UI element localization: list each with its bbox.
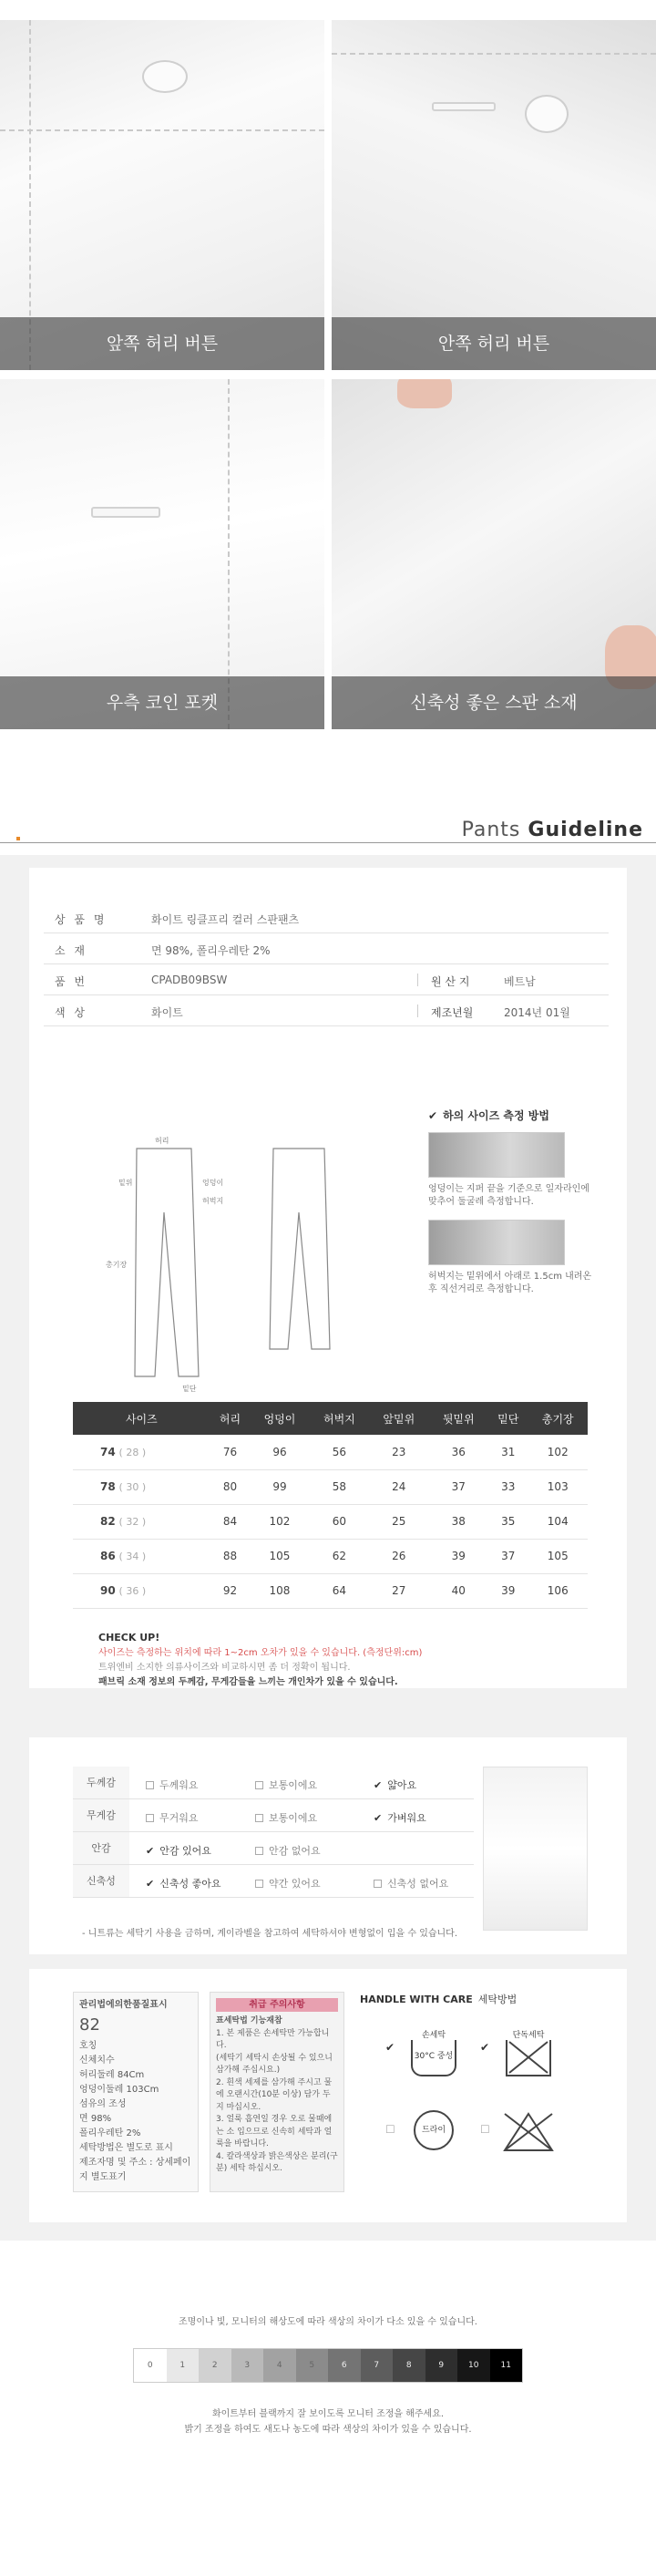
monitor-grayscale-scale: [133, 2348, 523, 2383]
pants-diagram-svg: [100, 1130, 374, 1413]
button-icon: [142, 60, 188, 93]
info-row-material: 소 재 면 98%, 폴리우레탄 2%: [44, 933, 609, 964]
attribute-option: 약간 있어요: [255, 1876, 321, 1891]
hip-measure-image: [428, 1132, 565, 1178]
attribute-option: 보통이에요: [255, 1810, 317, 1825]
attribute-option: 무거워요: [146, 1810, 199, 1825]
handle-with-care: HANDLE WITH CARE 세탁방법 ✔ 손세탁 30°C 중성 ✔ 단독세탁 ☐ 드라이 ☐: [360, 1992, 588, 2192]
size-row: 86 ( 34 ) 88 105 62 26 39 37 105: [73, 1539, 588, 1573]
checkbox-icon: [146, 1781, 154, 1789]
checkbox-icon: [255, 1814, 263, 1822]
label-hip: 엉덩이: [202, 1179, 224, 1187]
attribute-option: 두께워요: [146, 1777, 199, 1792]
photo-caption: 신축성 좋은 스판 소재: [332, 676, 656, 729]
fabric-attributes: [73, 1767, 474, 1898]
grayscale-swatch: 9: [425, 2349, 458, 2382]
quality-label-tag: 관리법에의한품질표시 82 호칭 신체치수 허리둘레 84Cm 엉덩이둘레 103Cm 섬유의 조성 면 98% 폴리우레탄 2% 세탁방법은 별도로 표시 제조자명 및 주소 : 상세페이지 별도표기: [73, 1992, 199, 2192]
check-icon: ✔: [428, 1109, 438, 1122]
hand-wash-30-icon: ✔ 손세탁 30°C 중성: [402, 2028, 466, 2083]
thigh-measure-image: [428, 1220, 565, 1265]
product-info-table: [44, 902, 609, 1026]
hand-image: [397, 379, 452, 408]
button-icon: [525, 95, 569, 133]
grayscale-swatch: 2: [199, 2349, 231, 2382]
grayscale-swatch: 6: [328, 2349, 361, 2382]
photo-front-button: [0, 20, 324, 370]
attribute-note: - 니트류는 세탁기 사용을 금하며, 계이라벨을 참고하여 세탁하셔야 변형없이 입을 수 있습니다.: [82, 1929, 458, 1939]
attribute-option: 안감 없어요: [255, 1843, 321, 1858]
size-row: 74 ( 28 ) 76 96 56 23 36 31 102: [73, 1435, 588, 1469]
checkbox-icon: [146, 1814, 154, 1822]
check-icon: ✔: [374, 1812, 383, 1824]
info-row-color: 색 상 화이트 제조년월 2014년 01월: [44, 995, 609, 1026]
label-hem: 밑단: [182, 1385, 197, 1393]
grayscale-swatch: 1: [167, 2349, 200, 2382]
size-row: 90 ( 36 ) 92 108 64 27 40 39 106: [73, 1573, 588, 1608]
color-notice: 조명이나 빛, 모니터의 해상도에 따라 색상의 차이가 다소 있을 수 있습니다.: [179, 2317, 477, 2327]
size-table: [73, 1402, 588, 1609]
no-bleach-icon: ☐: [497, 2110, 560, 2165]
checkbox-icon: [255, 1781, 263, 1789]
attribute-row: 두께감 두께워요 보통이에요 ✔ 얇아요: [73, 1767, 474, 1799]
info-row-name: 상 품 명 화이트 링클프리 컬러 스판팬츠: [44, 902, 609, 933]
checkbox-icon: [255, 1847, 263, 1855]
size-table-header: 사이즈 허리 엉덩이 허벅지 앞밑위 뒷밑위 밑단 총기장: [73, 1402, 588, 1435]
care-instructions-tag: 취급 주의사항 표세탁법 기능재참 1. 본 제품은 손세탁만 가능합니다. (세탁기 세탁시 손상될 수 있으니 삼가해 주십시요.) 2. 흰색 세제를 삼가해 주시고 물에 오랜시간(10분 이상) 담가 두지 마십시오. 3. 얼룩 흡연일 경우 오로 물때에는 소 입으므로 신속히 세탁과 얼룩을 바랍니다. 4. 칼라색상과 밝은색상은 분리(구분) 세탁 하십시오.: [210, 1992, 344, 2192]
attribute-option: ✔ 안감 있어요: [146, 1845, 211, 1857]
grayscale-swatch: 5: [296, 2349, 329, 2382]
size-row: 78 ( 30 ) 80 99 58 24 37 33 103: [73, 1469, 588, 1504]
pants-guideline-header: [0, 811, 656, 848]
size-row: 82 ( 32 ) 84 102 60 25 38 35 104: [73, 1504, 588, 1539]
attribute-option: 신축성 없어요: [374, 1876, 448, 1891]
checkbox-icon: [374, 1880, 382, 1888]
grayscale-swatch: 8: [393, 2349, 425, 2382]
photo-caption: 앞쪽 허리 버튼: [0, 317, 324, 370]
grayscale-swatch: 3: [231, 2349, 264, 2382]
photo-coin-pocket: [0, 379, 324, 729]
label-rise: 밑위: [118, 1179, 133, 1187]
attribute-row: 신축성 ✔ 신축성 좋아요 약간 있어요 신축성 없어요: [73, 1865, 474, 1898]
label-length: 총기장: [106, 1261, 128, 1269]
coin-pocket: [91, 507, 160, 518]
photo-inner-button: [332, 20, 656, 370]
pants-measure-diagram: [100, 1130, 374, 1413]
checkbox-icon: [255, 1880, 263, 1888]
monitor-adjust-note: 화이트부터 블랙까지 잘 보이도록 모니터 조정을 해주세요. 밝기 조정을 하여도 새도나 농도에 따라 색상의 차이가 있을 수 있습니다.: [184, 2409, 472, 2435]
attribute-option: ✔ 신축성 좋아요: [146, 1878, 221, 1890]
check-icon: ✔: [146, 1878, 155, 1890]
attribute-photo: [483, 1767, 588, 1931]
attribute-row: 안감 ✔ 안감 있어요 안감 없어요: [73, 1832, 474, 1865]
no-tumble-dry-icon: ✔ 단독세탁: [497, 2028, 560, 2083]
grayscale-swatch: 7: [361, 2349, 394, 2382]
grayscale-swatch: 10: [457, 2349, 490, 2382]
check-icon: ✔: [146, 1845, 155, 1857]
dry-clean-icon: ☐ 드라이: [402, 2110, 466, 2165]
grayscale-swatch: 4: [263, 2349, 296, 2382]
check-icon: ✔: [374, 1779, 383, 1791]
photo-stretch-fabric: [332, 379, 656, 729]
info-row-code: 품 번 CPADB09BSW 원 산 지 베트남: [44, 964, 609, 995]
check-up-note: CHECK UP! 사이즈는 측정하는 위치에 따라 1~2cm 오차가 있을 수 있습니다. (측정단위:cm) 트위엔비 소지한 의류사이즈와 비교하시면 좀 더 정확이 됩니다. 패브릭 소재 정보의 두께감, 무게감들을 느끼는 개인차가 있을 수 있습니다.: [98, 1632, 423, 1687]
attribute-row: 무게감 무거워요 보통이에요 ✔ 가벼워요: [73, 1799, 474, 1832]
label-thigh: 허벅지: [202, 1197, 224, 1205]
photo-caption: 안쪽 허리 버튼: [332, 317, 656, 370]
grayscale-swatch: 0: [134, 2349, 167, 2382]
grayscale-swatch: 11: [490, 2349, 523, 2382]
attribute-option: ✔ 얇아요: [374, 1779, 417, 1791]
attribute-option: ✔ 가벼워요: [374, 1812, 426, 1824]
measure-guide: ✔ 하의 사이즈 측정 방법 엉덩이는 지퍼 끝을 기준으로 일자라인에 맞추어 둘굴레 측정합니다. 허벅지는 밑위에서 아래로 1.5cm 내려온 후 직선거리로 측정합니다.: [428, 1109, 592, 1294]
attribute-option: 보통이에요: [255, 1777, 317, 1792]
photo-caption: 우측 코인 포켓: [0, 676, 324, 729]
label-waist: 허리: [155, 1137, 169, 1145]
section-title: Pants Guideline: [461, 819, 643, 841]
